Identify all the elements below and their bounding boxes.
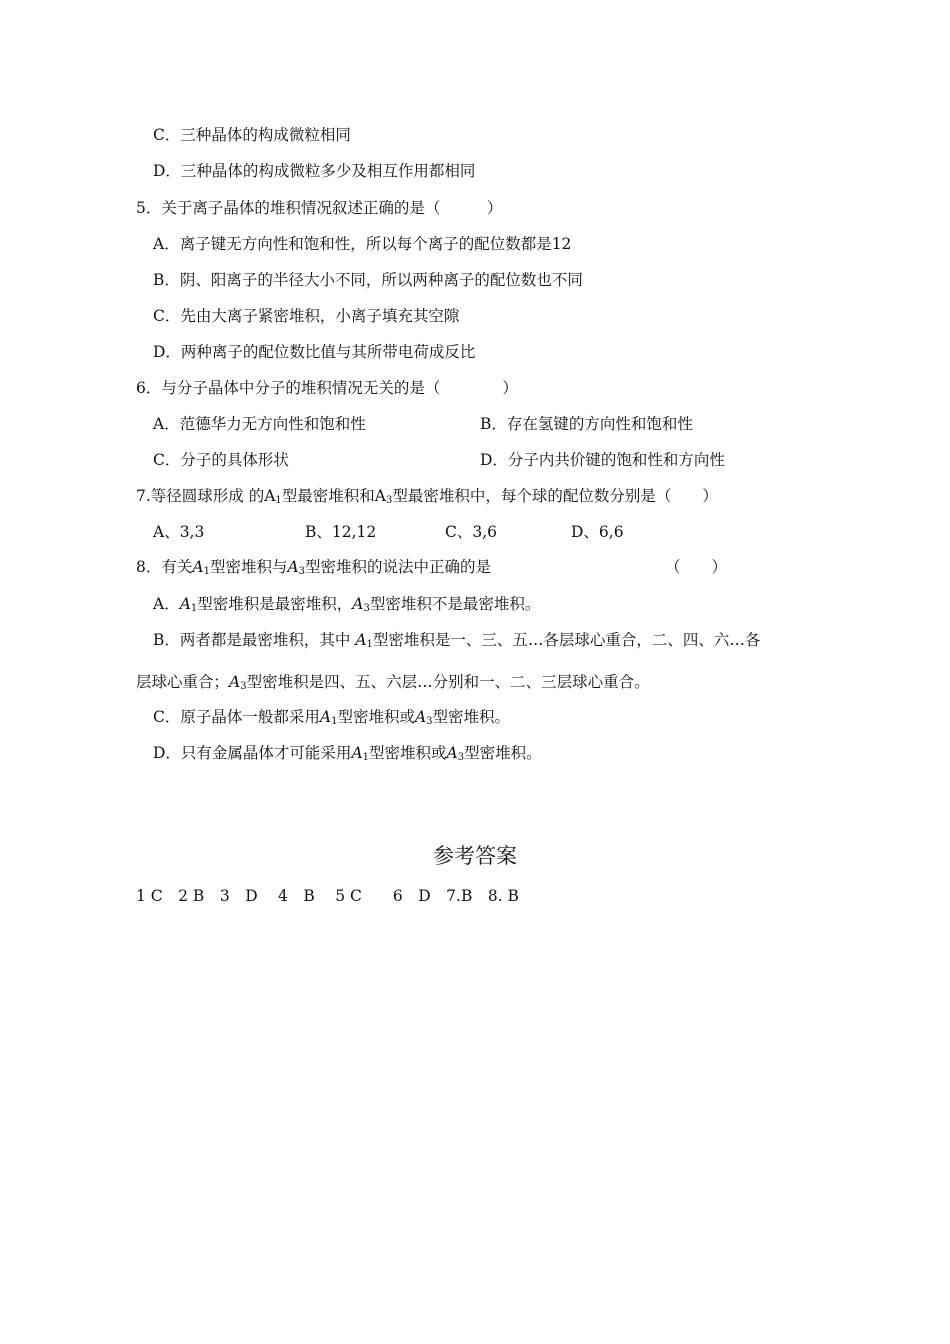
q8-option-b-text-2: 型密堆积是一、三、五…各层球心重合，二、四、六…各 [372,631,761,649]
q8-stem-text-3: 型密堆积的说法中正确的是 [305,558,492,576]
q7-option-b: B、12,12 [305,523,377,541]
q8-option-c-a1: A [319,708,332,726]
q6-option-d: D．分子内共价键的饱和性和方向性 [480,451,725,469]
q8-option-b-text-3: 层球心重合； [136,673,230,691]
q8-option-b-a1-sub: 1 [366,639,373,650]
q8-option-a-label: A． [153,595,180,613]
q7-option-a: A、3,3 [153,523,205,541]
q8-option-c-text-1: C．原子晶体一般都采用 [153,708,320,726]
q8-option-b-a3-sub: 3 [240,681,247,692]
q5-option-a: A．离子键无方向性和饱和性，所以每个离子的配位数都是12 [153,235,572,253]
q8-a1-subscript: 1 [203,566,210,577]
q8-option-b-a1: A [355,631,367,649]
q8-option-d-a1-sub: 1 [362,752,370,763]
q8-option-c-a3-sub: 3 [426,716,433,727]
q8-option-a-a1: A [179,595,191,613]
q8-option-d-text-2: 型密堆积或 [369,744,447,762]
q8-option-a-text-2: 型密堆积不是最密堆积。 [369,595,541,613]
q4-option-d: D．三种晶体的构成微粒多少及相互作用都相同 [153,162,476,180]
q8-option-d-a3-sub: 3 [457,752,465,763]
q8-stem-text-2: 型密堆积与 [209,558,288,576]
q8-stem [136,556,491,583]
q6-option-a: A．范德华力无方向性和饱和性 [153,415,366,433]
answers-title: 参考答案 [433,844,517,868]
q5-option-b: B．阴、阳离子的半径大小不同，所以两种离子的配位数也不同 [153,271,583,289]
q8-option-d [153,742,542,769]
q8-a3-subscript: 3 [298,566,306,577]
q8-option-d-text-1: D．只有金属晶体才可能采用 [153,744,352,762]
q8-option-d-a3: A [446,744,458,762]
q8-option-a [153,593,540,620]
q8-option-c-a1-sub: 1 [331,716,338,727]
q5-option-d: D．两种离子的配位数比值与其所带电荷成反比 [153,343,476,361]
q8-option-c-text-2: 型密堆积或 [337,708,415,726]
q6-stem: 6．与分子晶体中分子的堆积情况无关的是（ ） [136,379,518,397]
q7-subscript-3: 3 [386,495,393,506]
q8-a3-letter: A [287,558,299,576]
q8-option-a-a1-sub: 1 [190,603,198,614]
q7-stem-text-2: 型最密堆积和A [281,487,386,505]
q7-option-c: C、3,6 [445,523,498,541]
q7-stem [136,485,718,512]
q8-a1-letter: A [192,558,204,576]
q8-option-d-text-3: 型密堆积。 [464,744,542,762]
q8-option-a-a3-sub: 3 [363,603,370,614]
q8-option-c [153,706,510,733]
q8-option-b-line2 [136,671,650,698]
q8-option-a-text-1: 型密堆积是最密堆积， [197,595,353,613]
q8-option-a-a3: A [352,595,364,613]
q5-option-c: C．先由大离子紧密堆积，小离子填充其空隙 [153,307,460,325]
q5-stem: 5．关于离子晶体的堆积情况叙述正确的是（ ） [136,199,503,217]
q4-option-c: C．三种晶体的构成微粒相同 [153,126,351,144]
q8-option-c-text-3: 型密堆积。 [432,708,511,726]
q8-stem-text-1: 8．有关 [136,558,193,576]
q6-option-c: C．分子的具体形状 [153,451,289,469]
q7-subscript-1: 1 [275,495,282,506]
q6-option-b: B．存在氢键的方向性和饱和性 [480,415,693,433]
q8-option-d-a1: A [351,744,363,762]
q8-option-b-a3: A [229,673,241,691]
q8-option-b-line1 [153,629,760,656]
q7-stem-text-3: 型最密堆积中，每个球的配位数分别是（ ） [392,487,718,505]
q8-answer-paren: （ ） [665,558,728,576]
q8-option-c-a3: A [414,708,427,726]
answers-list: 1 C 2 B 3 D 4 B 5 C 6 D 7.B 8. B [136,887,519,905]
q7-stem-text-1: 7.等径圆球形成 的A [136,487,276,505]
q8-option-b-text-1: B．两者都是最密堆积，其中 [153,631,356,649]
q7-option-d: D、6,6 [571,523,624,541]
q8-option-b-text-4: 型密堆积是四、五、六层…分别和一、二、三层球心重合。 [246,673,650,691]
